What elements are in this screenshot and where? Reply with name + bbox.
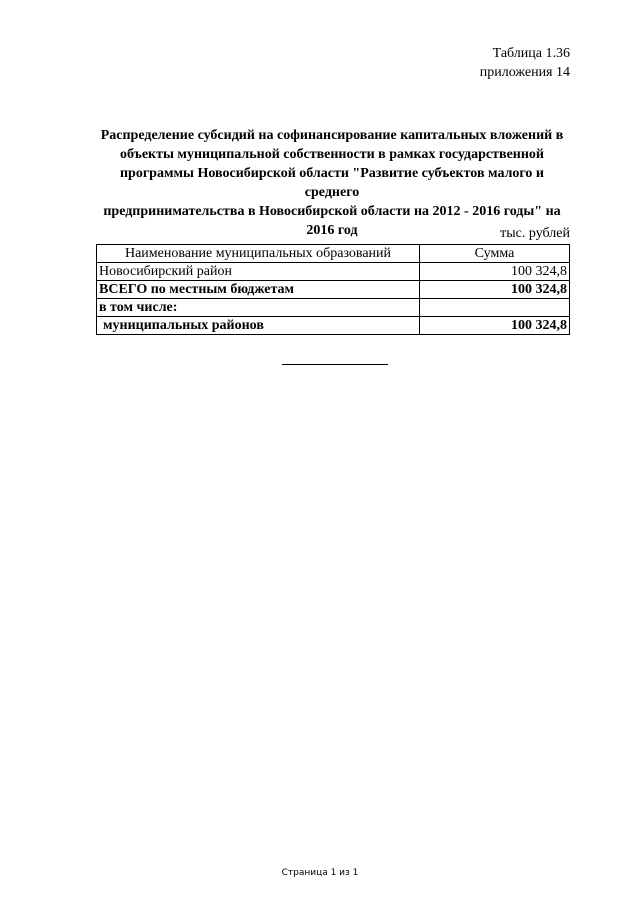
row-name-text: муниципальных районов xyxy=(103,317,264,333)
row-sum: 100 324,8 xyxy=(420,263,570,281)
row-sum: 100 324,8 xyxy=(420,281,570,299)
title-line-2: объекты муниципальной собственности в рамках государственной xyxy=(120,147,544,162)
title-line-3: программы Новосибирской области "Развитие субъектов малого и среднего xyxy=(119,166,545,200)
row-name: Новосибирский район xyxy=(97,263,420,281)
column-header-name: Наименование муниципальных образований xyxy=(97,245,420,263)
table-number-header xyxy=(370,44,570,82)
separator-line xyxy=(282,364,388,365)
table-row-districts xyxy=(97,317,570,335)
table-header-row xyxy=(97,245,570,263)
table-number: Таблица 1.36 xyxy=(492,46,570,61)
title-line-5: 2016 год xyxy=(306,223,358,238)
title-line-4: предпринимательства в Новосибирской области на 2012 - 2016 годы" на xyxy=(103,204,561,219)
units-label: тыс. рублей xyxy=(500,226,570,241)
table-row-total xyxy=(97,281,570,299)
table-row-including xyxy=(97,299,570,317)
column-header-sum: Сумма xyxy=(420,245,570,263)
row-sum: 100 324,8 xyxy=(420,317,570,335)
page-footer: Страница 1 из 1 xyxy=(281,868,359,878)
appendix-number: приложения 14 xyxy=(479,65,570,80)
row-name: ВСЕГО по местным бюджетам xyxy=(97,281,420,299)
document-title xyxy=(92,126,572,240)
table-row xyxy=(97,263,570,281)
title-line-1: Распределение субсидий на софинансирование капитальных вложений в xyxy=(100,128,564,143)
row-name xyxy=(97,317,420,335)
row-sum xyxy=(420,299,570,317)
row-name: в том числе: xyxy=(97,299,420,317)
subsidy-table xyxy=(96,244,570,335)
